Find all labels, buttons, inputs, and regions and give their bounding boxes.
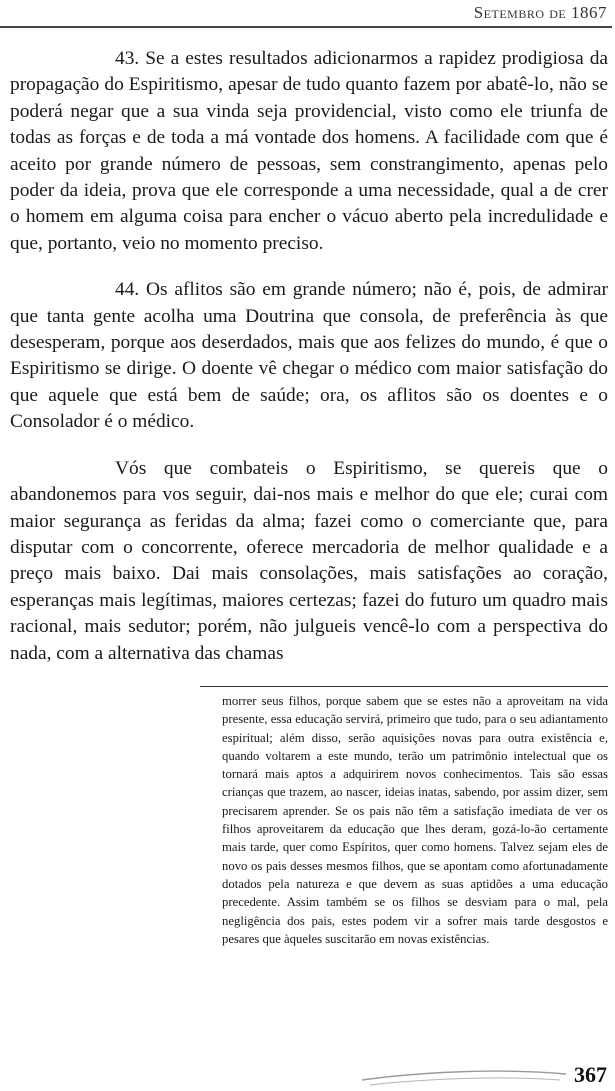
page-number: 367 [574,1062,607,1087]
paragraph-vos-que-combateis: Vós que combateis o Espiritismo, se quereis que o abandonemos para vos seguir, dai-nos mais e melhor do que ele; curai com maior segurança as feridas da alma; fazei como o comerciante que, para disputar com o concorrente, oferece mercadoria de melhor qualidade e a preço mais baixo. Dai mais consolações, mais satisfações ao coração, esperanças mais legítimas, maiores certezas; fazei do futuro um quadro mais racional, mais sedutor; porém, não julgueis vencê-lo com a perspectiva do nada, com a alternativa das chamas [10,457,608,664]
decorative-swoosh [360,1058,570,1088]
footnote-rule [200,686,608,687]
main-text [10,46,608,687]
header-rule [0,26,612,28]
paragraph-44: 44. Os aflitos são em grande número; não é, pois, de admirar que tanta gente acolha uma Doutrina que consola, de preferência às que desesperam, porque aos deserdados, mais que aos felizes do mundo, é que o Espiritismo se dirige. O doente vê chegar o médico com maior satisfação do que aquele que está bem de saúde; ora, os aflitos são os doentes e o Consolador é o médico. [10,279,608,433]
footnote: morrer seus filhos, porque sabem que se estes não a aproveitam na vida presente, essa educação servirá, primeiro que tudo, para o seu adiantamento espiritual; além disso, serão aquisições novas para outra existência e, quando voltarem a este mundo, terão um patrimônio intelectual que os tornará mais aptos a adquirirem novos conhecimentos. Tais são essas crianças que trazem, ao nascer, ideias inatas, sabendo, por assim dizer, sem precisarem aprender. Se os pais não têm a satisfação imediata de ver os filhos aproveitarem da educação que lhes deram, gozá-lo-ão certamente mais tarde, quer como Espíritos, quer como homens. Talvez sejam eles de novo os pais desses mesmos filhos, que se apontam como afortunadamente dotados pela natureza e que devem as suas aptidões a uma educação precedente. Assim também se os filhos se desviam para o mal, pela negligência dos pais, estes podem vir a sofrer mais tarde desgostos e pesares que àqueles suscitarão em novas existências. [222,694,608,946]
running-header: Setembro de 1867 [473,3,607,22]
paragraph-43: 43. Se a estes resultados adicionarmos a rapidez prodigiosa da propagação do Espiritismo, apesar de tudo quanto fazem por abatê-lo, não se poderá negar que a sua vinda seja providencial, visto como ele triunfa de todas as forças e de toda a má vontade dos homens. A facilidade com que é aceito por grande número de pessoas, sem constrangimento, apenas pelo poder da ideia, prova que ele corresponde a uma necessidade, qual a de crer o homem em alguma coisa para encher o vácuo aberto pela incredulidade e que, portanto, veio no momento preciso. [10,48,608,254]
